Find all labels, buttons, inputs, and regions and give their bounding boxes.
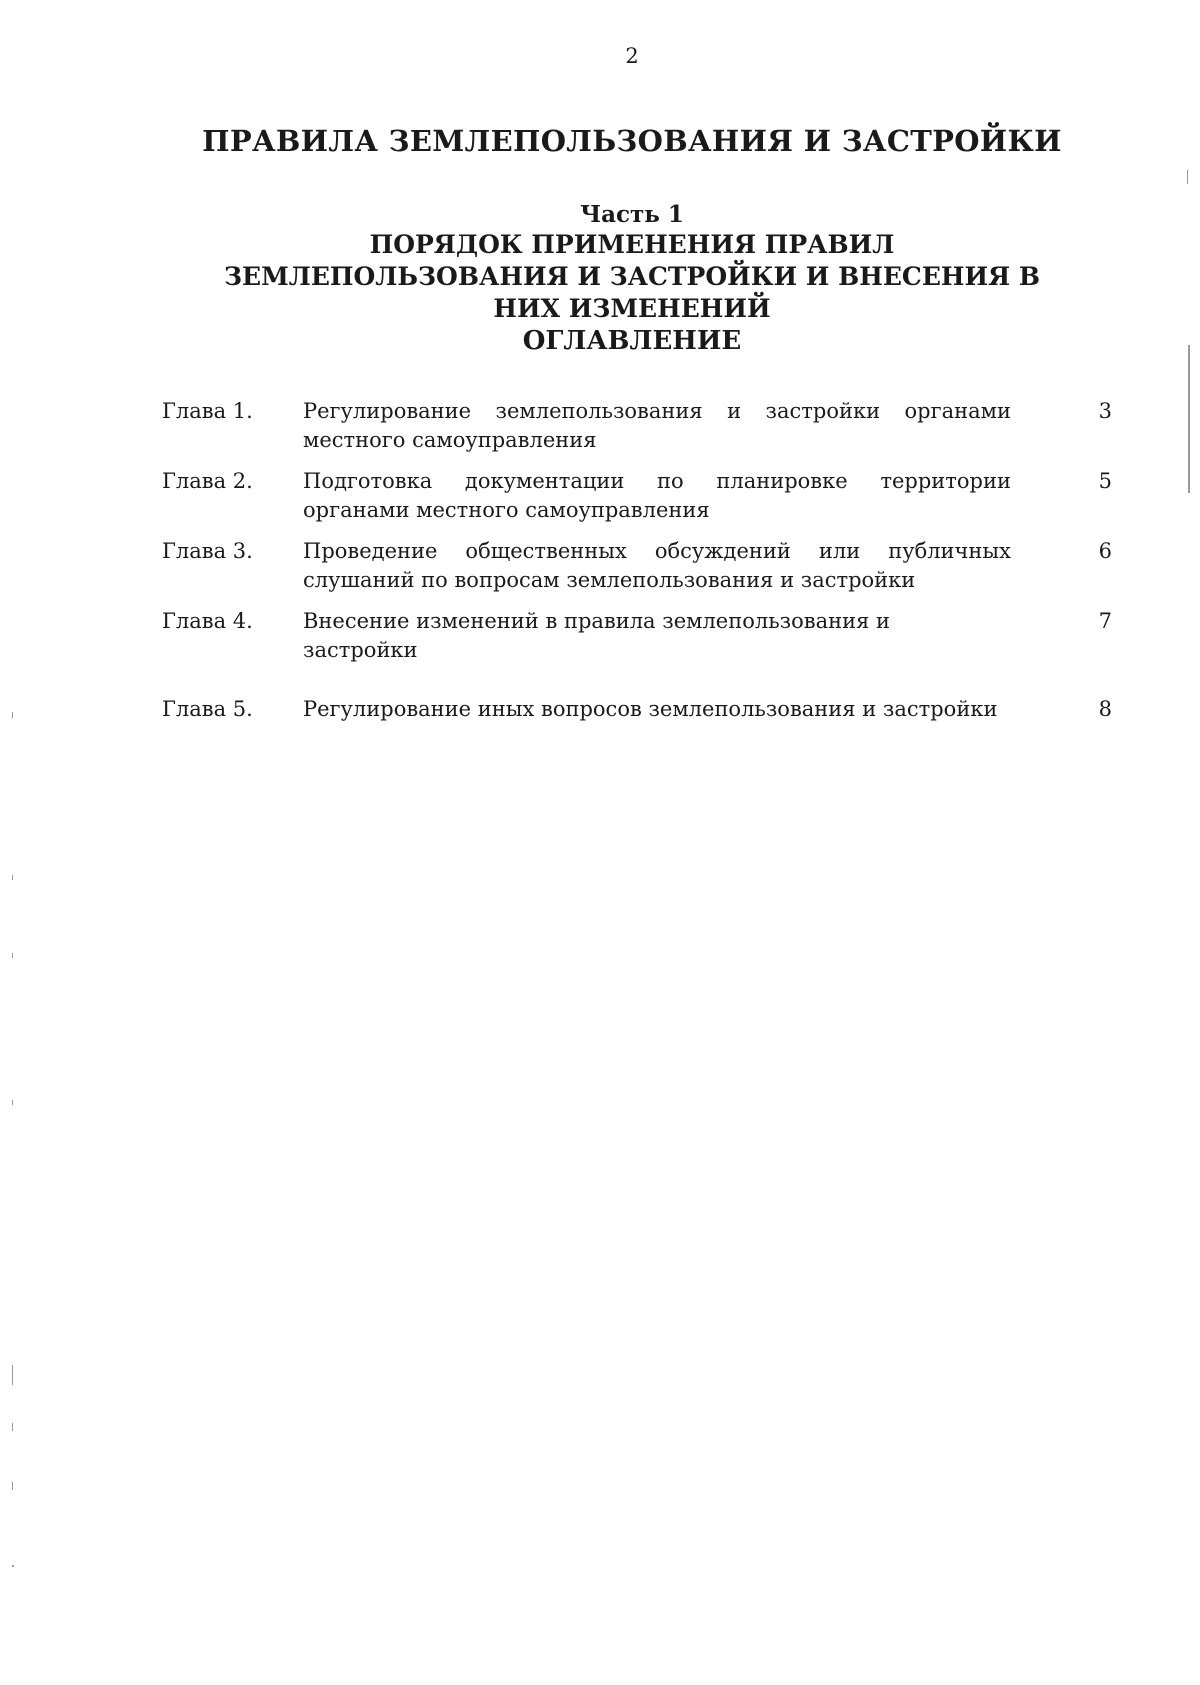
toc-page-number: 8 <box>1098 697 1112 721</box>
table-of-contents <box>162 397 1112 724</box>
scan-edge-mark <box>12 1100 13 1105</box>
toc-chapter-title: Регулирование землепользования и застройки органами местного самоуправления <box>303 399 1011 452</box>
toc-chapter-number: Глава 2. <box>162 469 253 493</box>
page-number: 2 <box>625 44 639 68</box>
scan-edge-mark <box>1187 170 1188 184</box>
scan-edge-mark <box>12 1423 13 1431</box>
toc-entry <box>162 607 1112 665</box>
part-label: Часть 1 <box>580 201 684 228</box>
scan-edge-mark <box>12 1565 14 1567</box>
scan-edge-mark <box>12 1482 13 1490</box>
toc-chapter-number: Глава 4. <box>162 609 253 633</box>
scan-edge-mark <box>12 953 13 958</box>
toc-chapter-title: Подготовка документации по планировке территории органами местного самоуправления <box>303 469 1011 522</box>
toc-chapter-number: Глава 1. <box>162 399 253 423</box>
toc-chapter-title: Проведение общественных обсуждений или публичных слушаний по вопросам землепользования и застройки <box>303 539 1011 592</box>
toc-heading: ОГЛАВЛЕНИЕ <box>522 326 742 356</box>
toc-chapter-number: Глава 3. <box>162 539 253 563</box>
toc-page-number: 5 <box>1098 469 1112 493</box>
scan-edge-mark <box>12 712 13 718</box>
toc-entry <box>162 397 1112 455</box>
part-title: ПОРЯДОК ПРИМЕНЕНИЯ ПРАВИЛ ЗЕМЛЕПОЛЬЗОВАНИЯ И ЗАСТРОЙКИ И ВНЕСЕНИЯ В НИХ ИЗМЕНЕНИЙ <box>223 230 1040 323</box>
toc-entry <box>162 467 1112 525</box>
document-title: ПРАВИЛА ЗЕМЛЕПОЛЬЗОВАНИЯ И ЗАСТРОЙКИ <box>202 124 1062 158</box>
toc-page-number: 6 <box>1098 539 1112 563</box>
scan-edge-line <box>1188 345 1190 493</box>
toc-entry <box>162 695 1112 724</box>
toc-page-number: 3 <box>1098 399 1112 423</box>
scan-edge-line <box>12 1365 13 1385</box>
toc-entry <box>162 537 1112 595</box>
toc-chapter-title: Внесение изменений в правила землепользования и застройки <box>303 609 891 662</box>
toc-chapter-number: Глава 5. <box>162 697 253 721</box>
toc-page-number: 7 <box>1098 609 1112 633</box>
scan-edge-mark <box>12 875 13 880</box>
toc-chapter-title: Регулирование иных вопросов землепользования и застройки <box>303 697 998 721</box>
